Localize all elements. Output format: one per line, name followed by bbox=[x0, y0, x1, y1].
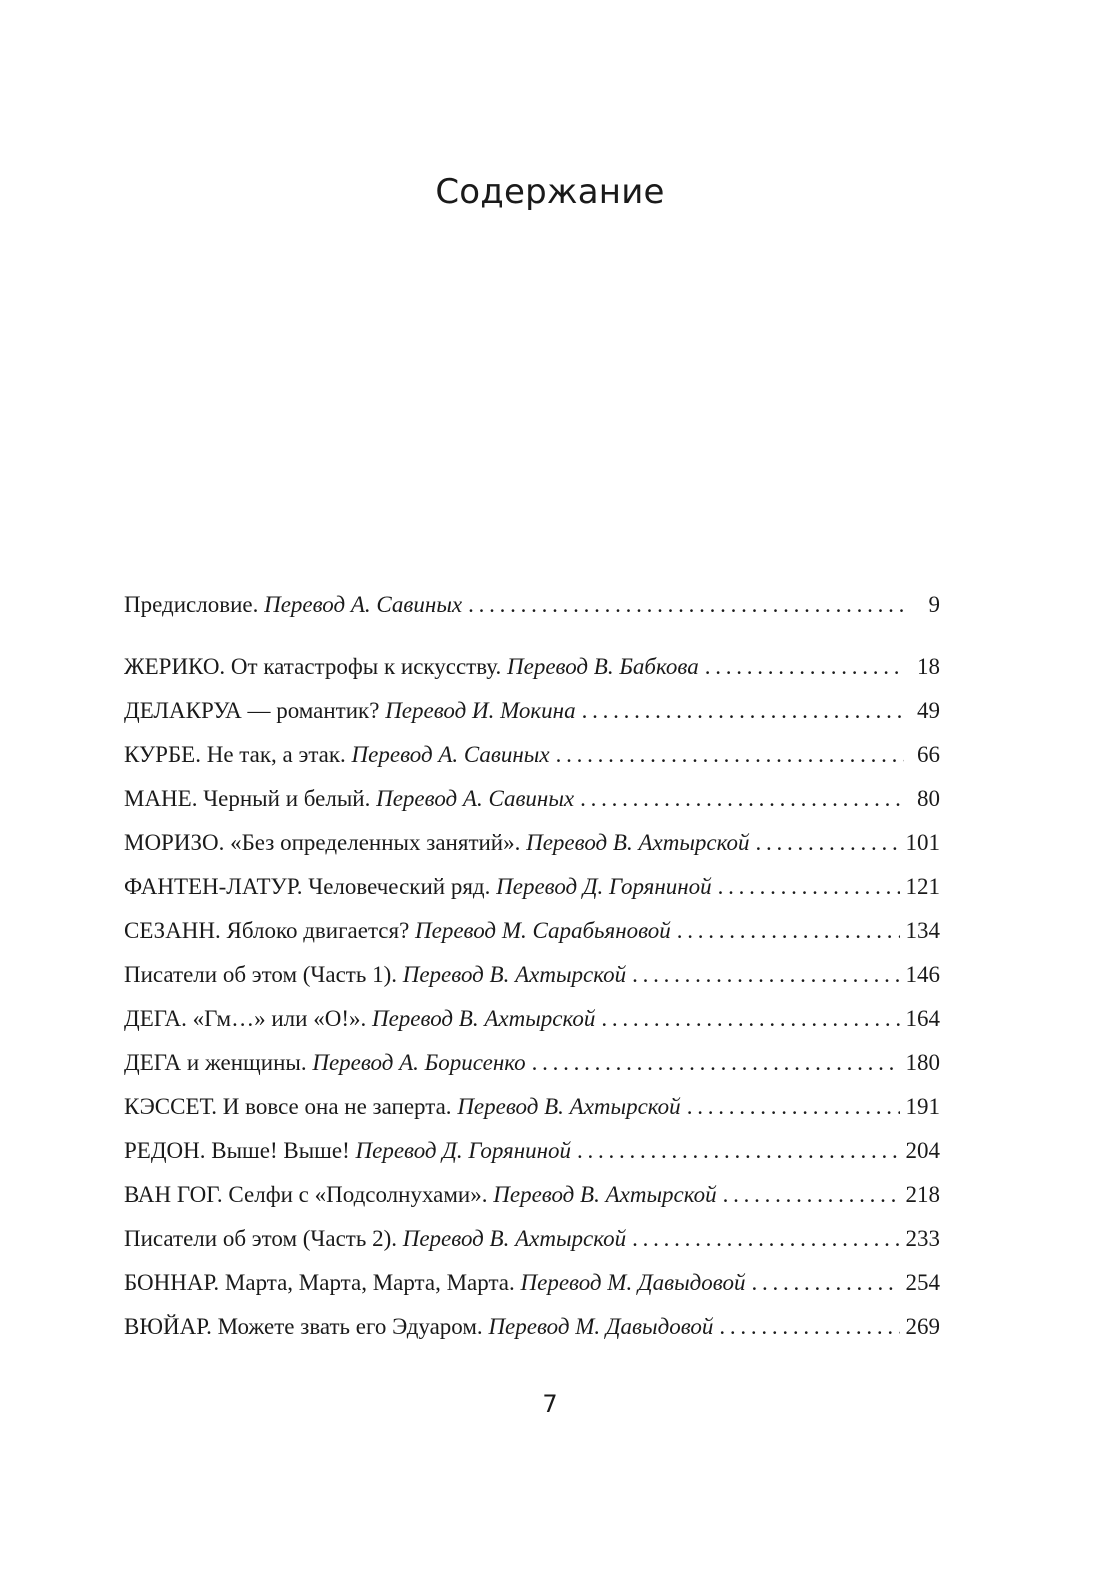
toc-entry-title: РЕДОН. Выше! Выше! bbox=[124, 1138, 350, 1163]
toc-entry-title: ЖЕРИКО. От катастрофы к искусству. bbox=[124, 654, 502, 679]
toc-entry-translator: Перевод В. Ахтырской bbox=[526, 830, 750, 855]
dot-leader bbox=[705, 652, 904, 682]
toc-entry[interactable] bbox=[124, 590, 940, 634]
toc-entry-translator: Перевод А. Борисенко bbox=[312, 1050, 526, 1075]
page-number: 7 bbox=[542, 1390, 558, 1418]
toc-entry-translator: Перевод И. Мокина bbox=[385, 698, 576, 723]
toc-entry[interactable] bbox=[124, 1180, 940, 1224]
toc-entry[interactable] bbox=[124, 696, 940, 740]
dot-leader bbox=[751, 1268, 899, 1298]
toc-entry-title: БОННАР. Марта, Марта, Марта, Марта. bbox=[124, 1270, 515, 1295]
toc-entry-page: 233 bbox=[905, 1226, 940, 1251]
toc-entry[interactable] bbox=[124, 960, 940, 1004]
dot-leader bbox=[719, 1312, 899, 1342]
toc-entry-page: 204 bbox=[905, 1138, 940, 1163]
toc-entry-title: Предисловие. bbox=[124, 592, 259, 617]
toc-entry-title: ДЕГА и женщины. bbox=[124, 1050, 307, 1075]
dot-leader bbox=[718, 872, 900, 902]
toc-entry-title: ДЕЛАКРУА — романтик? bbox=[124, 698, 380, 723]
toc-entry-page: 49 bbox=[917, 698, 940, 723]
toc-entry-title: Писатели об этом (Часть 2). bbox=[124, 1226, 397, 1251]
toc-entry-page: 254 bbox=[905, 1270, 940, 1295]
toc-entry-translator: Перевод В. Ахтырской bbox=[371, 1006, 596, 1031]
toc-entry[interactable] bbox=[124, 1312, 940, 1356]
dot-leader bbox=[632, 1224, 899, 1254]
table-of-contents bbox=[124, 590, 940, 1356]
toc-entry-title: МАНЕ. Черный и белый. bbox=[124, 786, 371, 811]
dot-leader bbox=[577, 1136, 899, 1166]
dot-leader bbox=[601, 1004, 899, 1034]
toc-entry-page: 269 bbox=[905, 1314, 940, 1339]
toc-entry-translator: Перевод Д. Горяниной bbox=[496, 874, 712, 899]
dot-leader bbox=[532, 1048, 900, 1078]
dot-leader bbox=[723, 1180, 900, 1210]
dot-leader bbox=[468, 590, 904, 620]
toc-entry-title: МОРИЗО. «Без определенных занятий». bbox=[124, 830, 521, 855]
dot-leader bbox=[755, 828, 899, 858]
dot-leader bbox=[582, 696, 904, 726]
dot-leader bbox=[677, 916, 900, 946]
toc-entry[interactable] bbox=[124, 916, 940, 960]
toc-entry-page: 18 bbox=[917, 654, 940, 679]
toc-entry-translator: Перевод А. Савиных bbox=[376, 786, 575, 811]
toc-entry-title: КЭССЕТ. И вовсе она не заперта. bbox=[124, 1094, 452, 1119]
toc-entry[interactable] bbox=[124, 1136, 940, 1180]
toc-entry[interactable] bbox=[124, 1268, 940, 1312]
toc-entry-page: 134 bbox=[905, 918, 940, 943]
toc-entry-title: Писатели об этом (Часть 1). bbox=[124, 962, 397, 987]
toc-entry-title: ФАНТЕН-ЛАТУР. Человеческий ряд. bbox=[124, 874, 491, 899]
toc-entry-translator: Перевод В. Бабкова bbox=[507, 654, 699, 679]
toc-entry-translator: Перевод В. Ахтырской bbox=[402, 962, 627, 987]
page-title: Содержание bbox=[435, 172, 665, 212]
toc-entry[interactable] bbox=[124, 828, 940, 872]
toc-entry[interactable] bbox=[124, 872, 940, 916]
toc-entry-title: ВАН ГОГ. Селфи с «Подсолнухами». bbox=[124, 1182, 488, 1207]
dot-leader bbox=[632, 960, 899, 990]
toc-entry-page: 66 bbox=[917, 742, 940, 767]
toc-entry[interactable] bbox=[124, 1048, 940, 1092]
toc-entry-translator: Перевод В. Ахтырской bbox=[402, 1226, 627, 1251]
dot-leader bbox=[580, 784, 904, 814]
toc-entry-title: ДЕГА. «Гм…» или «О!». bbox=[124, 1006, 367, 1031]
toc-entry-page: 9 bbox=[928, 592, 940, 617]
toc-entry[interactable] bbox=[124, 1224, 940, 1268]
toc-entry-translator: Перевод М. Сарабьяновой bbox=[415, 918, 671, 943]
toc-entry[interactable] bbox=[124, 652, 940, 696]
dot-leader bbox=[687, 1092, 900, 1122]
toc-entry[interactable] bbox=[124, 1004, 940, 1048]
toc-entry-translator: Перевод Д. Горяниной bbox=[355, 1138, 572, 1163]
toc-entry-page: 121 bbox=[905, 874, 940, 899]
toc-entry-title: ВЮЙАР. Можете звать его Эдуаром. bbox=[124, 1314, 483, 1339]
toc-entry-page: 80 bbox=[917, 786, 940, 811]
toc-entry-page: 164 bbox=[905, 1006, 940, 1031]
toc-entry-translator: Перевод М. Давыдовой bbox=[520, 1270, 746, 1295]
toc-entry[interactable] bbox=[124, 740, 940, 784]
toc-entry-page: 191 bbox=[905, 1094, 940, 1119]
toc-entry-translator: Перевод А. Савиных bbox=[264, 592, 463, 617]
toc-entry-translator: Перевод А. Савиных bbox=[351, 742, 550, 767]
toc-entry[interactable] bbox=[124, 1092, 940, 1136]
toc-entry-translator: Перевод В. Ахтырской bbox=[493, 1182, 717, 1207]
toc-entry-page: 146 bbox=[905, 962, 940, 987]
toc-entry[interactable] bbox=[124, 784, 940, 828]
toc-entry-translator: Перевод В. Ахтырской bbox=[457, 1094, 681, 1119]
toc-entry-translator: Перевод М. Давыдовой bbox=[488, 1314, 714, 1339]
dot-leader bbox=[556, 740, 904, 770]
toc-entry-title: КУРБЕ. Не так, а этак. bbox=[124, 742, 346, 767]
toc-entry-page: 218 bbox=[905, 1182, 940, 1207]
toc-entry-page: 180 bbox=[905, 1050, 940, 1075]
toc-entry-title: СЕЗАНН. Яблоко двигается? bbox=[124, 918, 410, 943]
toc-entry-page: 101 bbox=[905, 830, 940, 855]
